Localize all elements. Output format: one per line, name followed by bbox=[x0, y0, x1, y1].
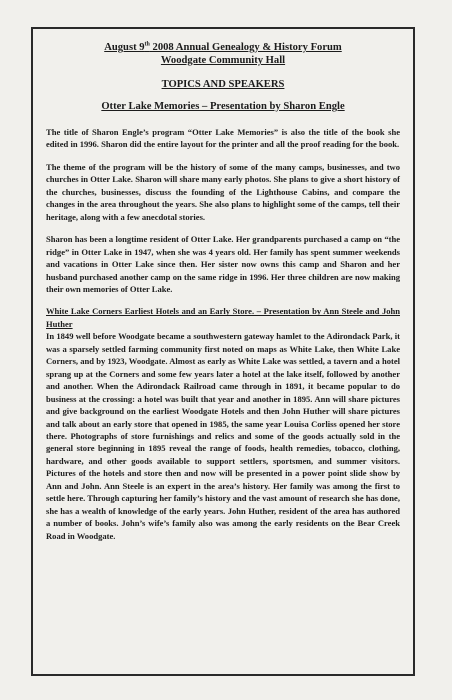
event-venue: Woodgate Community Hall bbox=[160, 55, 286, 66]
event-name-text: 2008 Annual Genealogy & History Forum bbox=[149, 42, 342, 53]
presentation-title-otter-lake: Otter Lake Memories – Presentation by Sharon Engle bbox=[101, 101, 345, 112]
date-suffix: th bbox=[144, 41, 150, 48]
bordered-flyer bbox=[31, 27, 415, 676]
white-lake-section bbox=[46, 305, 400, 542]
otter-lake-paragraph-2: The theme of the program will be the history of some of the many camps, businesses, and two churches in Otter Lake. Sharon will share many early photos. She plans to give a short history of the churches, businesses, discuss the founding of the Lighthouse Cabins, and compare the changes in the area throughout the years. She also plans to highlight some of the camps, tell their heritage, along with a few anecdotal stories. bbox=[46, 161, 400, 222]
white-lake-paragraph: In 1849 well before Woodgate became a southwestern gateway hamlet to the Adirondack Park, it was a sparsely settled farming community first noted on maps as White Lake, then White Lake Corners, and by 1923, Woodgate. Almost as early as White Lake was settled, a tavern and a hotel sprang up at the Corners and some few years later a hotel at the lake itself, followed by another and another. When the Adirondack Railroad came through in 1891, it became popular to do business at the crossing: a hotel was built that year and another in 1895. Ann will share pictures and give background on the earliest Woodgate Hotels and then John Huther will share pictures and talk about an early store that opened in 1985, the same year Louisa Corliss opened her store there. Photographs of store furnishings and relics and some of the goods actually sold in the general store beginning in 1895 reveal the range of foods, health remedies, tobacco, clothing, hardware, and other goods available to support settlers, sportsmen, and summer visitors. Pictures of the hotels and store then and now will be presented in a power point slide show by Ann and John. Ann Steele is an expert in the area’s history. Her family was among the first to settle here. Through capturing her family’s history and the vast amount of research she has done, she has a wealth of knowledge of the early years. John Huther, resident of the area has authored a number of books. John’s wife’s family also was among the early residents on the Bear Creek Road in Woodgate. bbox=[46, 331, 400, 541]
event-date-text: August 9 bbox=[104, 42, 145, 53]
event-title-line bbox=[46, 41, 400, 54]
otter-lake-paragraph-1: The title of Sharon Engle’s program “Otter Lake Memories” is also the title of the book she edited in 1996. Sharon did the entire layout for the printer and all the proof reading for the book. bbox=[46, 127, 400, 150]
topics-heading: TOPICS AND SPEAKERS bbox=[161, 79, 285, 90]
otter-lake-paragraph-3: Sharon has been a longtime resident of Otter Lake. Her grandparents purchased a camp on “the ridge” in Otter Lake in 1947, when she was 4 years old. Her family has spent summer weekends and vacations in Otter Lake since then. Her sister now owns this camp and Sharon and her husband purchased another camp on the same ridge in 1996. Her three children are now making their own memories of Otter Lake. bbox=[46, 234, 400, 294]
presentation-title-white-lake: White Lake Corners Earliest Hotels and an Early Store. – Presentation by Ann Steele and John Huther bbox=[46, 306, 400, 329]
